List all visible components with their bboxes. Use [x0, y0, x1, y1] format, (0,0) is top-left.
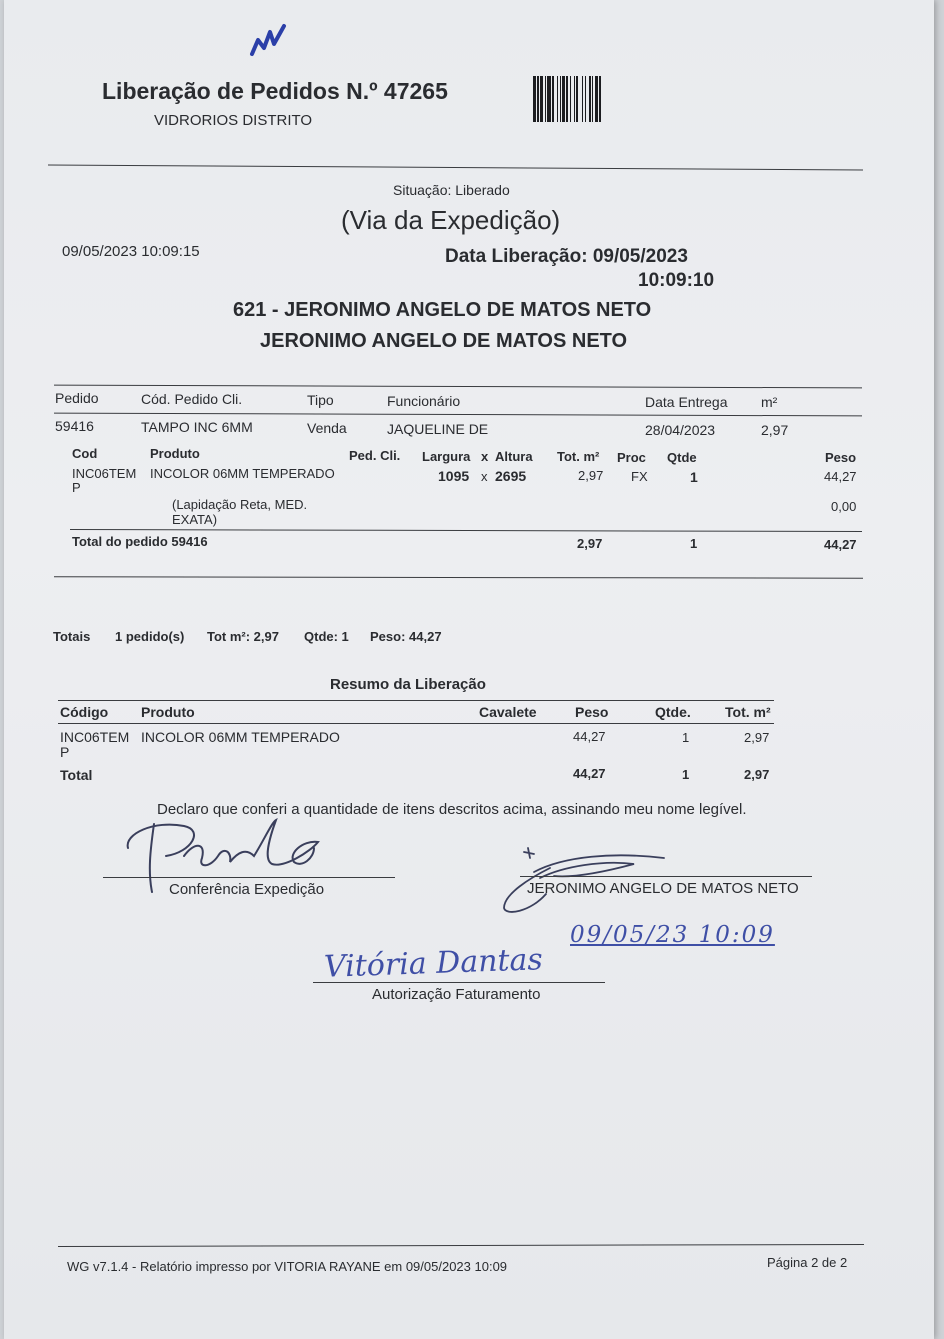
col-tipo: Tipo: [307, 392, 334, 408]
totals-label: Totais: [53, 629, 91, 644]
item-largura: 1095: [438, 468, 470, 484]
item-col-largura: Largura: [422, 449, 471, 464]
item-qtde: 1: [690, 469, 698, 485]
footer-page-number: Página 2 de 2: [767, 1255, 848, 1270]
item-col-qtde: Qtde: [667, 450, 697, 465]
summary-peso: 44,27: [573, 729, 606, 744]
order-total-m2: 2,97: [577, 536, 603, 551]
signature-line-cliente: [520, 876, 812, 877]
summary-qtde: 1: [682, 730, 690, 745]
totals-peso: Peso: 44,27: [370, 629, 442, 644]
client-line-1: 621 - JERONIMO ANGELO DE MATOS NETO: [233, 299, 652, 321]
orders-bottom-rule: [54, 576, 863, 578]
barcode: [533, 76, 681, 122]
item-produto: INCOLOR 06MM TEMPERADO: [150, 466, 335, 481]
summary-produto: INCOLOR 06MM TEMPERADO: [141, 729, 340, 745]
item-col-ped-cli: Ped. Cli.: [349, 448, 401, 463]
row-cod-pedido-cli: TAMPO INC 6MM: [141, 419, 253, 435]
header-divider: [48, 165, 863, 171]
summary-col-cavalete: Cavalete: [479, 704, 537, 720]
orders-header-rule: [54, 413, 862, 417]
totals-m2: Tot m²: 2,97: [207, 629, 279, 644]
signature-cliente: [494, 838, 674, 918]
summary-total-peso: 44,27: [573, 766, 606, 781]
signature-conferencia-name: Paulo: [114, 812, 117, 813]
row-tipo: Venda: [307, 420, 347, 436]
handwritten-datetime: 09/05/23 10:09: [570, 922, 775, 948]
summary-col-produto: Produto: [141, 704, 195, 720]
item-col-x: x: [481, 449, 489, 464]
summary-tot-m2: 2,97: [744, 730, 770, 745]
signature-label-cliente: JERONIMO ANGELO DE MATOS NETO: [527, 880, 799, 897]
signature-line-autorizacao: [313, 982, 605, 983]
col-funcionario: Funcionário: [387, 393, 461, 409]
report-page: [4, 0, 934, 1339]
totals-qtde: Qtde: 1: [304, 629, 349, 644]
barcode-bar: [601, 76, 602, 122]
col-pedido: Pedido: [55, 390, 99, 406]
order-total-label: Total do pedido 59416: [72, 534, 208, 549]
summary-total-label: Total: [60, 767, 93, 783]
signature-autorizacao-name: Vitória Dantas: [323, 942, 544, 985]
summary-col-peso: Peso: [575, 704, 609, 720]
report-title: Liberação de Pedidos N.º 47265: [102, 78, 448, 104]
status-text: Situação: Liberado: [393, 182, 510, 198]
item-altura: 2695: [495, 468, 527, 484]
item-x: x: [481, 469, 488, 484]
sub-item-peso: 0,00: [831, 499, 857, 514]
print-datetime: 09/05/2023 10:09:15: [62, 243, 200, 260]
col-cod-pedido-cli: Cód. Pedido Cli.: [141, 391, 243, 407]
pen-mark: [244, 18, 294, 58]
totals-pedidos: 1 pedido(s): [115, 629, 185, 644]
summary-col-qtde: Qtde.: [655, 704, 691, 720]
via-title: (Via da Expedição): [341, 205, 561, 235]
order-total-rule: [70, 529, 862, 532]
summary-codigo-line-2: P: [60, 744, 70, 760]
release-time: 10:09:10: [638, 270, 715, 291]
summary-col-tot-m2: Tot. m²: [725, 704, 771, 720]
item-col-cod: Cod: [72, 446, 98, 461]
row-funcionario: JAQUELINE DE: [387, 421, 489, 437]
company-name: VIDRORIOS DISTRITO: [154, 112, 313, 129]
order-total-peso: 44,27: [824, 537, 857, 552]
summary-codigo-line-1: INC06TEM: [60, 729, 130, 745]
item-col-produto: Produto: [150, 446, 200, 461]
item-cod-line-1: INC06TEM: [72, 466, 137, 481]
signature-line-conferencia: [103, 877, 395, 878]
footer-printed-by: WG v7.1.4 - Relatório impresso por VITORIA RAYANE em 09/05/2023 10:09: [67, 1259, 508, 1274]
item-peso: 44,27: [824, 469, 857, 484]
summary-title: Resumo da Liberação: [330, 676, 486, 693]
row-pedido: 59416: [55, 418, 94, 434]
footer-rule: [58, 1244, 864, 1247]
col-m2: m²: [761, 394, 778, 410]
orders-top-rule: [54, 385, 862, 389]
item-col-altura: Altura: [495, 449, 533, 464]
summary-total-tot-m2: 2,97: [744, 767, 770, 782]
client-line-2: JERONIMO ANGELO DE MATOS NETO: [260, 330, 628, 352]
row-data-entrega: 28/04/2023: [645, 422, 716, 438]
summary-top-rule: [58, 700, 774, 701]
col-data-entrega: Data Entrega: [645, 394, 728, 410]
sub-item-desc-line-2: EXATA): [172, 512, 218, 527]
item-cod-line-2: P: [72, 480, 81, 495]
signature-label-conferencia: Conferência Expedição: [169, 881, 325, 898]
item-proc: FX: [631, 469, 648, 484]
declaration-text: Declaro que conferi a quantidade de itens descritos acima, assinando meu nome legível.: [157, 801, 747, 818]
sub-item-desc-line-1: (Lapidação Reta, MED.: [172, 497, 308, 512]
item-col-peso: Peso: [825, 450, 857, 465]
item-col-proc: Proc: [617, 450, 646, 465]
item-tot-m2: 2,97: [578, 468, 604, 483]
signature-label-autorizacao: Autorização Faturamento: [372, 986, 541, 1003]
summary-total-qtde: 1: [682, 767, 690, 782]
summary-header-rule: [58, 723, 774, 724]
summary-col-codigo: Código: [60, 704, 109, 720]
release-date: Data Liberação: 09/05/2023: [445, 246, 688, 267]
row-m2: 2,97: [761, 422, 789, 438]
item-col-tot-m2: Tot. m²: [557, 449, 600, 464]
order-total-qtde: 1: [690, 536, 698, 551]
